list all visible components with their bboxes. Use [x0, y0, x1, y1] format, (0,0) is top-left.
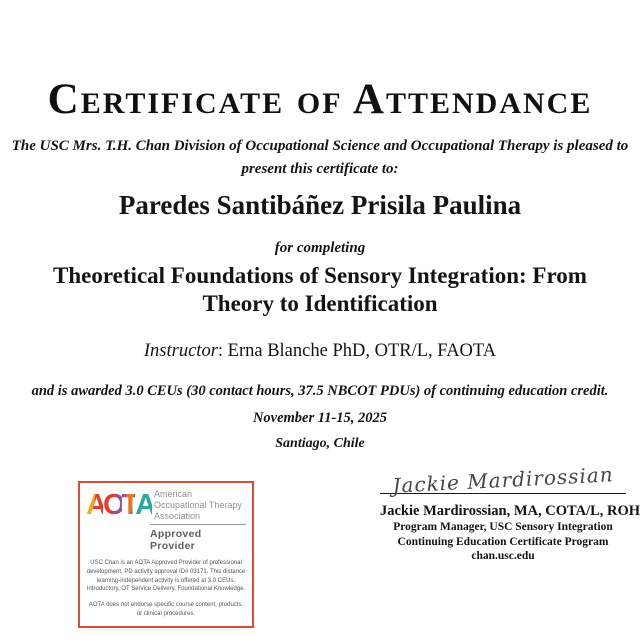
signer-name: Jackie Mardirossian, MA, COTA/L, ROH [380, 503, 640, 519]
aota-header [86, 489, 246, 521]
award-statement: and is awarded 3.0 CEUs (30 contact hours, 37.5 NBCOT PDUs) of continuing education credit. [31, 383, 609, 399]
approved-provider-label: Approved Provider [150, 528, 202, 553]
aota-association-line-2: Occupational Therapy [154, 499, 242, 510]
aota-association-line-1: American [154, 489, 193, 499]
recipient-name: Paredes Santibáñez Prisila Paulina [118, 190, 522, 220]
aota-logo-letter: A [86, 488, 103, 521]
aota-approved-provider-box [78, 481, 254, 628]
provider-statement: USC Chan is an AOTA Approved Provider of professional development. PD activity approval ID# 03171. This distance learning-independent activity is offered at 3.0 CEUs, Introductory, OT Service Delivery, Foundational Knowledge. [86, 560, 246, 593]
course-title-line-2: Theory to Identification [202, 290, 438, 316]
signer-website: chan.usc.edu [471, 549, 535, 562]
instructor-label: Instructor [143, 341, 218, 361]
aota-association-line-3: Association [154, 510, 201, 521]
instructor-value: : Erna Blanche PhD, OTR/L, FAOTA [217, 341, 497, 361]
aota-association-name [150, 489, 242, 521]
intro-line-2: present this certificate to: [241, 160, 399, 177]
aota-divider [150, 524, 246, 525]
aota-logo-letter: T [121, 488, 136, 521]
certificate-title: Certificate of Attendance [47, 76, 593, 123]
aota-logo-letter: O [102, 488, 122, 521]
instructor-line [0, 341, 640, 362]
signer-role-line-2: Continuing Education Certificate Program [397, 535, 609, 548]
signature-block [380, 462, 640, 562]
aota-logo-icon [86, 488, 153, 521]
for-completing-label: for completing [274, 240, 366, 256]
signer-role-line-1: Program Manager, USC Sensory Integration [393, 521, 613, 533]
aota-logo-letter: A [135, 488, 153, 521]
event-location: Santiago, Chile [275, 436, 365, 451]
handwritten-signature: Jackie Mardirossian [391, 462, 615, 498]
intro-statement [6, 135, 634, 180]
event-date: November 11-15, 2025 [252, 410, 388, 426]
course-title-line-1: Theoretical Foundations of Sensory Integration: From [53, 263, 587, 288]
course-title [10, 262, 630, 317]
intro-line-1: The USC Mrs. T.H. Chan Division of Occupational Science and Occupational Therapy is pleased to [11, 138, 629, 154]
aota-disclaimer: AOTA does not endorse specific course content, products, or clinical procedures. [88, 602, 244, 617]
